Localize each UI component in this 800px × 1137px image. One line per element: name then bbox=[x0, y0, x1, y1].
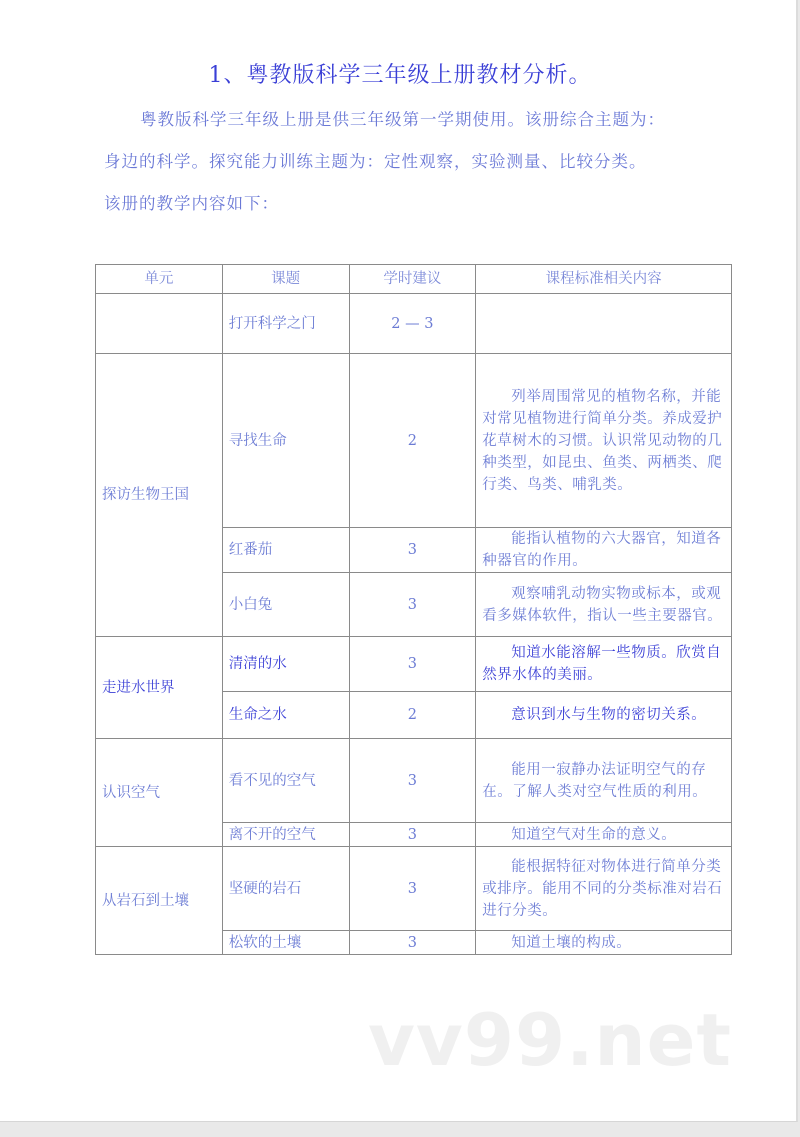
standard-cell bbox=[476, 294, 732, 354]
unit-cell: 从岩石到土壤 bbox=[96, 847, 223, 955]
hours-cell: 3 bbox=[349, 528, 476, 573]
topic-cell: 寻找生命 bbox=[222, 354, 349, 528]
standard-cell: 知道空气对生命的意义。 bbox=[476, 823, 732, 847]
topic-cell: 离不开的空气 bbox=[222, 823, 349, 847]
curriculum-table bbox=[95, 264, 732, 955]
standard-cell: 能根据特征对物体进行简单分类或排序。能用不同的分类标准对岩石进行分类。 bbox=[476, 847, 732, 931]
header-unit: 单元 bbox=[96, 265, 223, 294]
hours-cell: 3 bbox=[349, 847, 476, 931]
topic-cell: 坚硬的岩石 bbox=[222, 847, 349, 931]
standard-cell: 知道土壤的构成。 bbox=[476, 931, 732, 955]
hours-cell: 3 bbox=[349, 573, 476, 637]
intro-paragraph-3: 该册的教学内容如下： bbox=[104, 194, 279, 213]
table-row bbox=[96, 637, 732, 692]
hours-cell: 3 bbox=[349, 637, 476, 692]
unit-cell: 走进水世界 bbox=[96, 637, 223, 739]
hours-cell: 2 bbox=[349, 692, 476, 739]
standard-cell: 能指认植物的六大器官，知道各种器官的作用。 bbox=[476, 528, 732, 573]
table-row bbox=[96, 354, 732, 528]
hours-cell: 3 bbox=[349, 739, 476, 823]
header-hours: 学时建议 bbox=[349, 265, 476, 294]
standard-cell: 知道水能溶解一些物质。欣赏自然界水体的美丽。 bbox=[476, 637, 732, 692]
topic-cell: 打开科学之门 bbox=[222, 294, 349, 354]
unit-cell bbox=[96, 294, 223, 354]
topic-cell: 清清的水 bbox=[222, 637, 349, 692]
watermark: vv99.net bbox=[368, 998, 732, 1082]
standard-cell: 意识到水与生物的密切关系。 bbox=[476, 692, 732, 739]
header-topic: 课题 bbox=[222, 265, 349, 294]
hours-cell: 3 bbox=[349, 823, 476, 847]
topic-cell: 松软的土壤 bbox=[222, 931, 349, 955]
topic-cell: 生命之水 bbox=[222, 692, 349, 739]
topic-cell: 小白兔 bbox=[222, 573, 349, 637]
topic-cell: 红番茄 bbox=[222, 528, 349, 573]
table-row bbox=[96, 739, 732, 823]
header-standard: 课程标准相关内容 bbox=[476, 265, 732, 294]
hours-cell: 2 bbox=[349, 354, 476, 528]
unit-cell: 认识空气 bbox=[96, 739, 223, 847]
hours-cell: 2 — 3 bbox=[349, 294, 476, 354]
standard-cell: 观察哺乳动物实物或标本，或观看多媒体软件，指认一些主要器官。 bbox=[476, 573, 732, 637]
unit-cell: 探访生物王国 bbox=[96, 354, 223, 637]
table-header-row bbox=[96, 265, 732, 294]
intro-paragraph-1: 粤教版科学三年级上册是供三年级第一学期使用。该册综合主题为： bbox=[140, 110, 665, 129]
table-row bbox=[96, 847, 732, 931]
standard-cell: 列举周围常见的植物名称，并能对常见植物进行简单分类。养成爱护花草树木的习惯。认识常见动物的几种类型，如昆虫、鱼类、两栖类、爬行类、鸟类、哺乳类。 bbox=[476, 354, 732, 528]
standard-cell: 能用一寂静办法证明空气的存在。了解人类对空气性质的利用。 bbox=[476, 739, 732, 823]
hours-cell: 3 bbox=[349, 931, 476, 955]
table-row bbox=[96, 294, 732, 354]
intro-paragraph-2: 身边的科学。探究能力训练主题为：定性观察，实验测量、比较分类。 bbox=[104, 152, 647, 171]
topic-cell: 看不见的空气 bbox=[222, 739, 349, 823]
document-title: 1、粤教版科学三年级上册教材分析。 bbox=[208, 63, 592, 88]
